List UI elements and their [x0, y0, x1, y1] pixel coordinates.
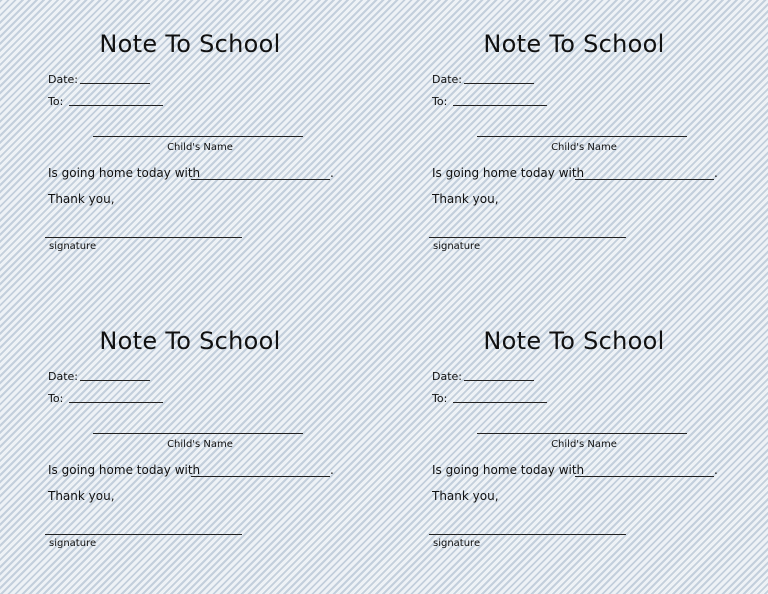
date-label: Date:	[432, 73, 462, 86]
sentence-period: .	[714, 166, 718, 180]
child-name-label: Child's Name	[551, 142, 617, 153]
child-name-field-line[interactable]	[93, 433, 303, 434]
sentence-period: .	[330, 463, 334, 477]
to-field-line[interactable]	[69, 402, 163, 403]
note-title: Note To School	[483, 327, 665, 355]
going-home-text: Is going home today with	[432, 166, 585, 180]
sentence-period: .	[330, 166, 334, 180]
to-label: To:	[432, 95, 448, 108]
note-card	[0, 0, 384, 297]
going-home-with-field-line[interactable]	[575, 476, 714, 477]
note-title: Note To School	[99, 30, 281, 58]
date-field-line[interactable]	[80, 380, 150, 381]
signature-label: signature	[49, 241, 97, 252]
signature-label: signature	[433, 538, 481, 549]
note-card	[384, 297, 768, 594]
date-label: Date:	[48, 370, 78, 383]
note-card	[0, 297, 384, 594]
to-field-line[interactable]	[69, 105, 163, 106]
to-field-line[interactable]	[453, 402, 547, 403]
note-title: Note To School	[483, 30, 665, 58]
date-label: Date:	[432, 370, 462, 383]
signature-label: signature	[49, 538, 97, 549]
to-field-line[interactable]	[453, 105, 547, 106]
signature-label: signature	[433, 241, 481, 252]
thank-you-text: Thank you,	[432, 192, 499, 206]
note-card	[384, 0, 768, 297]
thank-you-text: Thank you,	[432, 489, 499, 503]
signature-field-line[interactable]	[429, 534, 626, 535]
going-home-with-field-line[interactable]	[575, 179, 714, 180]
date-field-line[interactable]	[464, 83, 534, 84]
thank-you-text: Thank you,	[48, 192, 115, 206]
child-name-field-line[interactable]	[93, 136, 303, 137]
child-name-label: Child's Name	[167, 439, 233, 450]
child-name-label: Child's Name	[551, 439, 617, 450]
going-home-text: Is going home today with	[432, 463, 585, 477]
to-label: To:	[48, 392, 64, 405]
going-home-with-field-line[interactable]	[191, 179, 330, 180]
going-home-with-field-line[interactable]	[191, 476, 330, 477]
to-label: To:	[432, 392, 448, 405]
signature-field-line[interactable]	[45, 237, 242, 238]
date-field-line[interactable]	[464, 380, 534, 381]
child-name-field-line[interactable]	[477, 433, 687, 434]
note-title: Note To School	[99, 327, 281, 355]
date-label: Date:	[48, 73, 78, 86]
thank-you-text: Thank you,	[48, 489, 115, 503]
signature-field-line[interactable]	[45, 534, 242, 535]
going-home-text: Is going home today with	[48, 166, 201, 180]
to-label: To:	[48, 95, 64, 108]
going-home-text: Is going home today with	[48, 463, 201, 477]
child-name-field-line[interactable]	[477, 136, 687, 137]
signature-field-line[interactable]	[429, 237, 626, 238]
sentence-period: .	[714, 463, 718, 477]
date-field-line[interactable]	[80, 83, 150, 84]
child-name-label: Child's Name	[167, 142, 233, 153]
